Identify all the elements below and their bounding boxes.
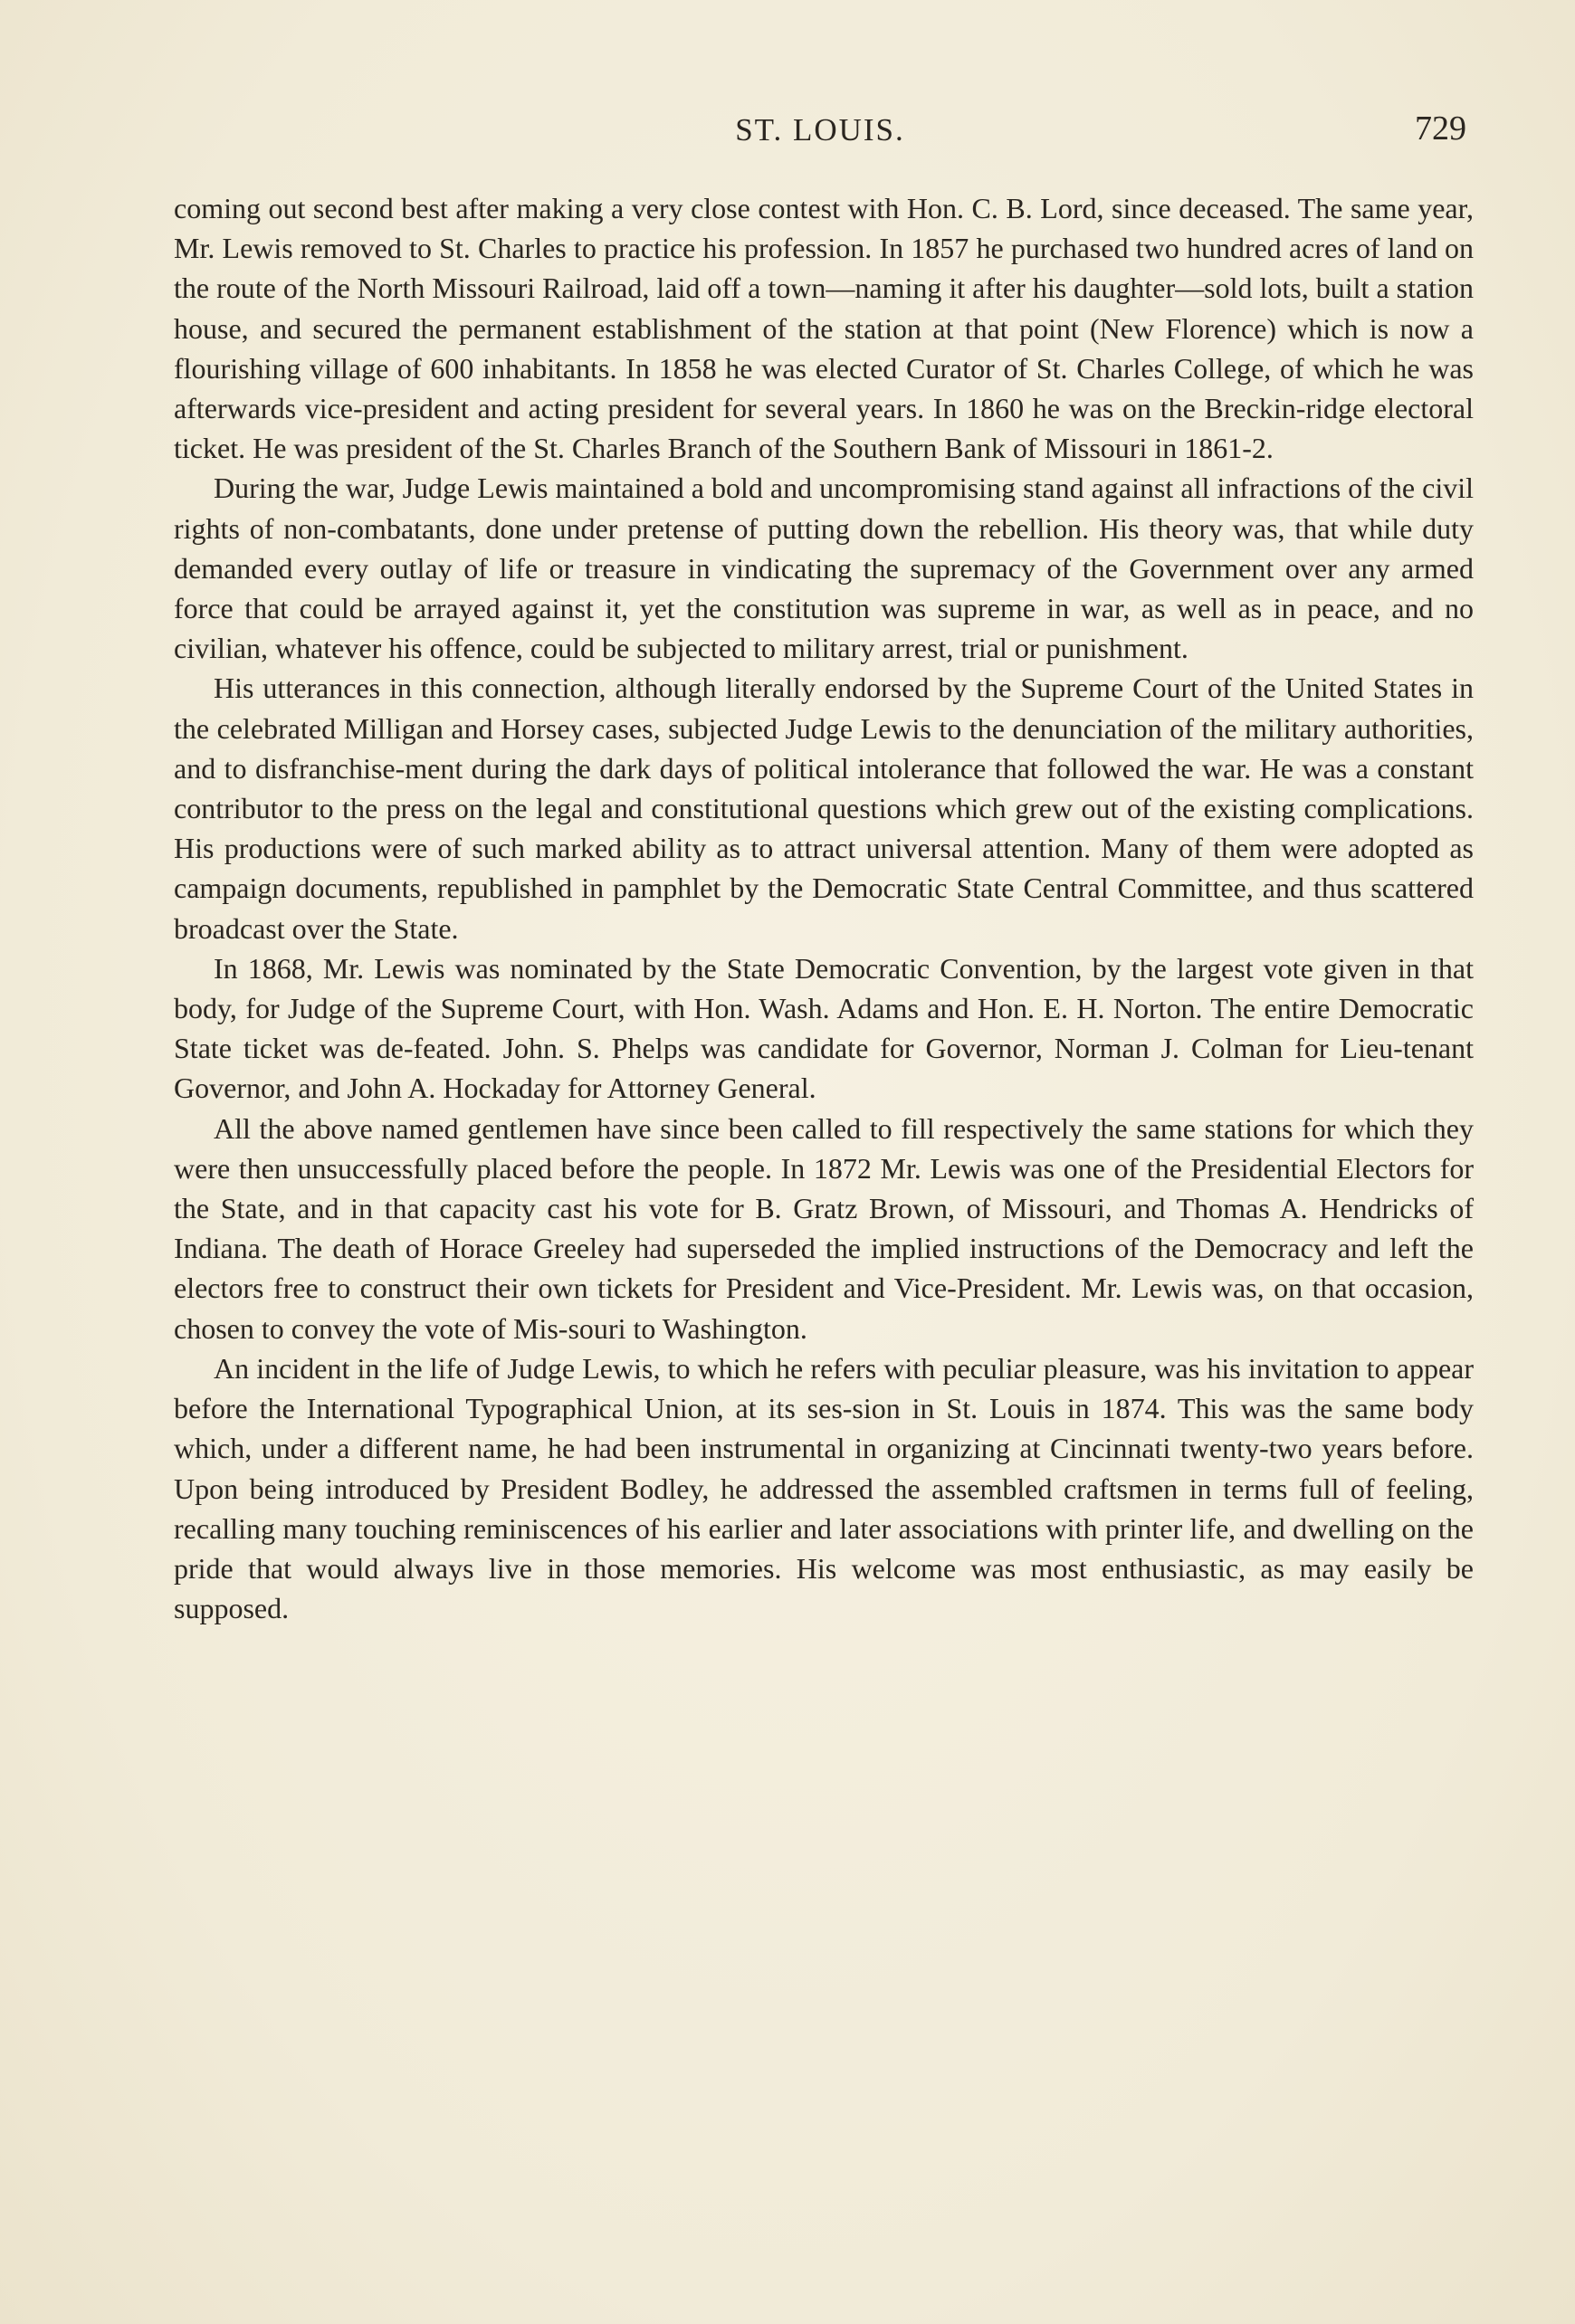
- paragraph: His utterances in this connection, although literally endorsed by the Supreme Court of the United States in the celebrated Milligan and Horsey cases, subjected Judge Lewis to the denunciation of the military authorities, and to disfranchise-ment during the dark days of political intolerance that followed the war. He was a constant contributor to the press on the legal and constitutional questions which grew out of the existing complications. His productions were of such marked ability as to attract universal attention. Many of them were adopted as campaign documents, republished in pamphlet by the Democratic State Central Committee, and thus scattered broadcast over the State.: [174, 671, 1474, 945]
- paragraph: coming out second best after making a very close contest with Hon. C. B. Lord, since deceased. The same year, Mr. Lewis removed to St. Charles to practice his profession. In 1857 he purchased two hundred acres of land on the route of the North Missouri Railroad, laid off a town—naming it after his daughter—sold lots, built a station house, and secured the permanent establishment of the station at that point (New Florence) which is now a flourishing village of 600 inhabitants. In 1858 he was elected Curator of St. Charles College, of which he was afterwards vice-president and acting president for several years. In 1860 he was on the Breckin-ridge electoral ticket. He was president of the St. Charles Branch of the Southern Bank of Missouri in 1861-2.: [174, 192, 1474, 465]
- paragraph: In 1868, Mr. Lewis was nominated by the State Democratic Convention, by the largest vote given in that body, for Judge of the Supreme Court, with Hon. Wash. Adams and Hon. E. H. Norton. The entire Democratic State ticket was de-feated. John. S. Phelps was candidate for Governor, Norman J. Colman for Lieu-tenant Governor, and John A. Hockaday for Attorney General.: [174, 951, 1474, 1105]
- page-number: 729: [1415, 110, 1466, 148]
- paragraph: An incident in the life of Judge Lewis, to which he refers with peculiar pleasure, was his invitation to appear before the International Typographical Union, at its ses-sion in St. Louis in 1874. This was the same body which, under a different name, he had been instrumental in organizing at Cincinnati twenty-two years before. Upon being introduced by President Bodley, he addressed the assembled craftsmen in terms full of feeling, recalling many touching reminiscences of his earlier and later associations with printer life, and dwelling on the pride that would always live in those memories. His welcome was most enthusiastic, as may easily be supposed.: [174, 1351, 1474, 1625]
- running-head: ST. LOUIS.: [735, 112, 905, 148]
- body-text: [174, 188, 1474, 1628]
- paragraph: During the war, Judge Lewis maintained a bold and uncompromising stand against all infractions of the civil rights of non-combatants, done under pretense of putting down the rebellion. His theory was, that while duty demanded every outlay of life or treasure in vindicating the supremacy of the Government over any armed force that could be arrayed against it, yet the constitution was supreme in war, as well as in peace, and no civilian, whatever his offence, could be subjected to military arrest, trial or punishment.: [174, 471, 1474, 665]
- page-header: [174, 112, 1466, 167]
- paragraph: All the above named gentlemen have since been called to fill respectively the same stations for which they were then unsuccessfully placed before the people. In 1872 Mr. Lewis was one of the Presidential Electors for the State, and in that capacity cast his vote for B. Gratz Brown, of Missouri, and Thomas A. Hendricks of Indiana. The death of Horace Greeley had superseded the implied instructions of the Democracy and left the electors free to construct their own tickets for President and Vice-President. Mr. Lewis was, on that occasion, chosen to convey the vote of Mis-souri to Washington.: [174, 1111, 1474, 1345]
